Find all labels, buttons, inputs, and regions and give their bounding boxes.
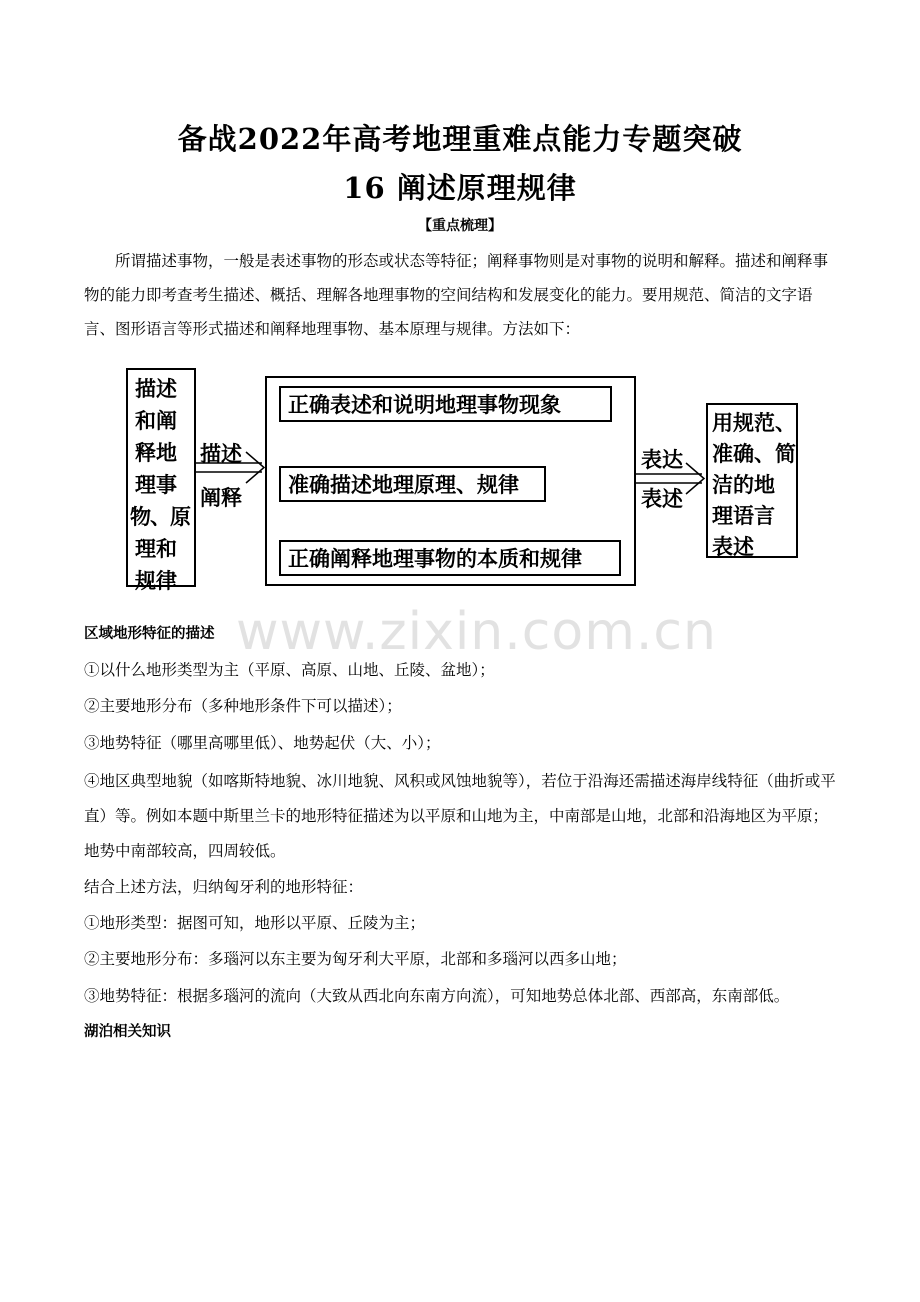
arrow1-top-label: 描述 (200, 441, 242, 466)
terrain-item: ④地区典型地貌（如喀斯特地貌、冰川地貌、风积或风蚀地貌等），若位于沿海还需描述海岸线特征（曲折或平直）等。例如本题中斯里兰卡的地形特征描述为以平原和山地为主，中南部是山地，北部和沿海地区为平原；地势中南部较高，四周较低。 (84, 772, 836, 860)
summary-intro: 结合上述方法，归纳匈牙利的地形特征： (84, 878, 364, 896)
diagram-result-line: 洁的地 (712, 472, 775, 497)
diagram-item-2: 准确描述地理原理、规律 (279, 466, 546, 502)
diagram-result-line: 用规范、 (712, 410, 796, 435)
summary-item: ②主要地形分布：多瑙河以东主要为匈牙利大平原，北部和多瑙河以西多山地； (84, 950, 627, 968)
summary-item: ③地势特征：根据多瑙河的流向（大致从西北向东南方向流），可知地势总体北部、西部高，东南部低。 (84, 987, 790, 1005)
diagram-source-line: 释地 (135, 440, 177, 465)
document-title: 备战2022年高考地理重难点能力专题突破 (177, 122, 743, 156)
terrain-item: ①以什么地形类型为主（平原、高原、山地、丘陵、盆地）； (84, 661, 495, 679)
arrow2-bottom-label: 表述 (641, 486, 683, 511)
diagram-source-line: 物、原 (130, 504, 190, 529)
diagram-source-box (126, 368, 196, 593)
diagram-result-line: 理语言 (712, 503, 775, 528)
arrow1-bottom-label: 阐释 (200, 485, 242, 510)
terrain-item: ③地势特征（哪里高哪里低）、地势起伏（大、小）； (84, 734, 441, 752)
document-subtitle: 16 阐述原理规律 (343, 171, 577, 205)
lake-heading: 湖泊相关知识 (84, 1024, 171, 1040)
diagram-source-line: 描述 (135, 376, 177, 401)
diagram-source-line: 理事 (135, 472, 177, 497)
diagram-source-line: 规律 (135, 568, 177, 593)
summary-item: ①地形类型：据图可知，地形以平原、丘陵为主； (84, 914, 426, 932)
diagram-result-line: 准确、简 (712, 441, 796, 466)
diagram-source-line: 和阐 (135, 408, 177, 433)
diagram-result-line: 表述 (712, 534, 754, 559)
diagram-item-3: 正确阐释地理事物的本质和规律 (279, 540, 621, 576)
arrow2-top-label: 表达 (641, 447, 683, 472)
intro-paragraph: 所谓描述事物，一般是表述事物的形态或状态等特征；阐释事物则是对事物的说明和解释。描述和阐释事物的能力即考查考生描述、概括、理解各地理事物的空间结构和发展变化的能力。要用规范、简洁的文字语言、图形语言等形式描述和阐释地理事物、基本原理与规律。方法如下： (84, 252, 829, 338)
terrain-item: ②主要地形分布（多种地形条件下可以描述）； (84, 697, 402, 715)
terrain-heading: 区域地形特征的描述 (84, 626, 215, 642)
watermark: www.zixin.com.cn (236, 602, 717, 662)
diagram-item-1: 正确表述和说明地理事物现象 (279, 386, 612, 422)
diagram-result-box (706, 403, 798, 558)
diagram-source-line: 理和 (135, 536, 177, 561)
section-heading: 【重点梳理】 (418, 218, 502, 234)
